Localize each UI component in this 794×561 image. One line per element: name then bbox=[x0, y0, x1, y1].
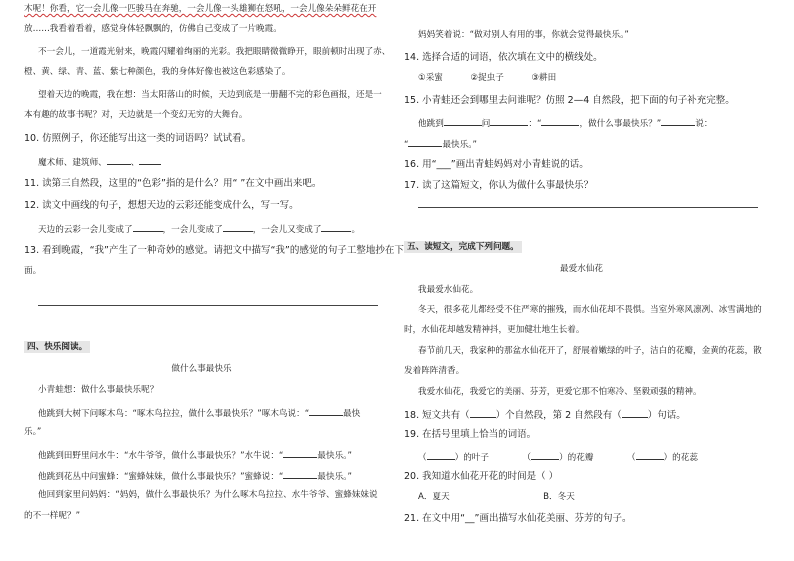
answer-blank[interactable] bbox=[636, 450, 664, 460]
passage-line: 春节前几天，我家种的那盆水仙花开了，舒展着嫩绿的叶子，洁白的花瓣，金黄的花蕊，散 bbox=[418, 346, 762, 356]
question-16: 16. 用“___”画出青蛙妈妈对小青蛙说的话。 bbox=[404, 159, 589, 170]
question-18: 18. 短文共有（ ）个自然段，第 2 自然段有（ ）句话。 bbox=[404, 410, 686, 421]
question-11: 11. 读第三自然段，这里的“色彩”指的是什么？用“ ”在文中画出来吧。 bbox=[24, 178, 322, 189]
question-20: 20. 我知道水仙花开花的时间是（ ） bbox=[404, 471, 559, 482]
answer-blank[interactable] bbox=[223, 222, 253, 232]
question-15-fill: 他跳到 问 ：“ ，做什么事最快乐？” 说： bbox=[418, 116, 712, 130]
question-15-fill2: “ 最快乐。” bbox=[404, 137, 477, 151]
passage-line: 橙、黄、绿、青、蓝、紫七种颜色，我的身体好像也被这色彩感染了。 bbox=[24, 67, 291, 77]
question-19: 19. 在括号里填上恰当的词语。 bbox=[404, 429, 537, 440]
question-12: 12. 读文中画线的句子，想想天边的云彩还能变成什么，写一写。 bbox=[24, 200, 299, 211]
option-2[interactable]: ②捉虫子 bbox=[470, 73, 504, 83]
answer-blank[interactable] bbox=[490, 116, 528, 126]
answer-blank[interactable] bbox=[283, 448, 317, 458]
question-14-options bbox=[418, 73, 556, 84]
answer-blank[interactable] bbox=[531, 450, 559, 460]
passage-line: 放……我看着看着，感觉身体轻飘飘的，仿佛自己变成了一片晚霞。 bbox=[24, 24, 282, 34]
passage-line: 木呢！你看，它一会儿像一匹骏马在奔驰，一会儿像一头雄狮在怒吼，一会儿像朵朵鲜花在开 bbox=[24, 4, 377, 14]
question-13-cont: 面。 bbox=[24, 266, 42, 276]
answer-blank[interactable] bbox=[139, 155, 161, 165]
answer-blank[interactable] bbox=[622, 408, 648, 418]
answer-blank[interactable] bbox=[408, 137, 442, 147]
passage-title: 做什么事最快乐 bbox=[171, 364, 232, 374]
passage-line: 我爱水仙花，我爱它的美丽、芬芳，更爱它那不怕寒冷、坚毅顽强的精神。 bbox=[418, 387, 702, 397]
answer-blank[interactable] bbox=[321, 222, 351, 232]
passage-line: 发着阵阵清香。 bbox=[404, 366, 465, 376]
answer-blank[interactable] bbox=[309, 406, 343, 416]
answer-blank[interactable] bbox=[661, 116, 695, 126]
passage-line: 望着天边的晚霞，我在想：当太阳落山的时候，天边到底是一册翻不完的彩色画报，还是一 bbox=[38, 90, 382, 100]
question-21: 21. 在文中用“__”画出描写水仙花美丽、芬芳的句子。 bbox=[404, 513, 632, 524]
question-12-fill: 天边的云彩一会儿变成了 ，一会儿变成了 ，一会儿又变成了 。 bbox=[38, 222, 360, 236]
question-10-example: 魔术师、建筑师、 、 bbox=[38, 155, 161, 169]
question-13: 13. 看到晚霞，“我”产生了一种奇妙的感觉。请把文中描写“我”的感觉的句子工整地抄在下 bbox=[24, 245, 404, 256]
question-20-options bbox=[418, 492, 575, 503]
answer-blank[interactable] bbox=[470, 408, 496, 418]
section-5-heading: 五、读短文，完成下列问题。 bbox=[404, 242, 522, 253]
option-a[interactable]: A．夏天 bbox=[418, 492, 450, 502]
passage-line: 我最爱水仙花。 bbox=[418, 285, 479, 295]
passage-line: 小青蛙想：做什么事最快乐呢？ bbox=[38, 385, 159, 395]
answer-line[interactable] bbox=[38, 305, 378, 306]
question-10: 10. 仿照例子，你还能写出这一类的词语吗？试试看。 bbox=[24, 133, 252, 144]
passage-title: 最爱水仙花 bbox=[560, 264, 603, 274]
answer-blank[interactable] bbox=[427, 450, 455, 460]
passage-line: 他回到家里问妈妈：“妈妈，做什么事最快乐？为什么啄木鸟拉拉、水牛爷爷、蜜蜂妹妹说 bbox=[38, 490, 378, 500]
passage-line: 的不一样呢？” bbox=[24, 511, 81, 521]
answer-blank[interactable] bbox=[444, 116, 482, 126]
answer-blank[interactable] bbox=[133, 222, 163, 232]
passage-line: 时，水仙花却越发精神抖，更加健壮地生长着。 bbox=[404, 325, 585, 335]
option-3[interactable]: ③耕田 bbox=[531, 73, 557, 83]
passage-line: 本有趣的故事书呢？对，天边就是一个变幻无穷的大舞台。 bbox=[24, 110, 248, 120]
answer-blank[interactable] bbox=[107, 155, 131, 165]
answer-blank[interactable] bbox=[283, 469, 317, 479]
passage-line: 他跳到花丛中问蜜蜂：“蜜蜂妹妹，做什么事最快乐？”蜜蜂说：“ 最快乐。” bbox=[38, 469, 352, 483]
question-15: 15. 小青蛙还会到哪里去问谁呢？仿照 2—4 自然段，把下面的句子补充完整。 bbox=[404, 95, 735, 106]
passage-line: 妈妈笑着说：“做对别人有用的事，你就会觉得最快乐。” bbox=[418, 30, 629, 40]
passage-line: 他跳到田野里问水牛：“水牛爷爷，做什么事最快乐？”水牛说：“ 最快乐。” bbox=[38, 448, 352, 462]
passage-line: 乐。” bbox=[24, 427, 42, 437]
answer-line[interactable] bbox=[418, 207, 758, 208]
option-b[interactable]: B．冬天 bbox=[543, 492, 575, 502]
question-19-fill: （ ）的叶子 （ ）的花瓣 （ ）的花蕊 bbox=[418, 450, 758, 464]
answer-blank[interactable] bbox=[541, 116, 579, 126]
passage-line: 不一会儿，一道霞光射来，晚霞闪耀着绚丽的光彩。我把眼睛微微睁开，眼前顿时出现了赤、 bbox=[38, 47, 391, 57]
question-17: 17. 读了这篇短文，你认为做什么事最快乐？ bbox=[404, 180, 594, 191]
question-14: 14. 选择合适的词语，依次填在文中的横线处。 bbox=[404, 52, 603, 63]
section-4-heading: 四、快乐阅读。 bbox=[24, 342, 90, 353]
option-1[interactable]: ①采蜜 bbox=[418, 73, 443, 83]
passage-line: 冬天，很多花儿都经受不住严寒的摧残，而水仙花却不畏惧。当室外寒风凛冽、冰雪满地的 bbox=[418, 305, 762, 315]
passage-line: 他跳到大树下问啄木鸟：“啄木鸟拉拉，做什么事最快乐？”啄木鸟说：“ 最快 bbox=[38, 406, 360, 420]
